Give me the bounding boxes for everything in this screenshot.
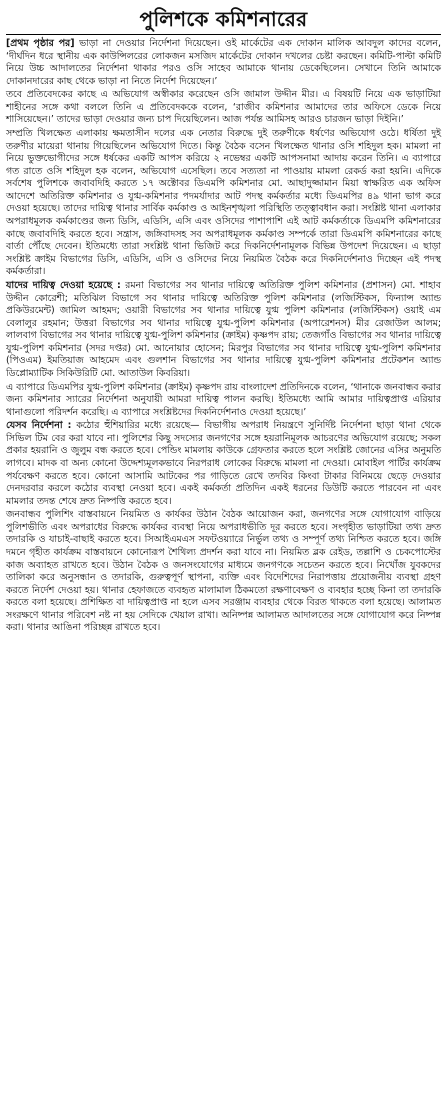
subheading-assigned: যাদের দায়িত্ব দেওয়া হয়েছে : xyxy=(6,279,121,291)
paragraph-6 xyxy=(6,420,441,508)
article-headline: পুলিশকে কমিশনারের xyxy=(139,7,308,31)
paragraph-5: এ ব্যাপারে ডিএমপির যুগ্ম-পুলিশ কমিশনার (ক্রাইম) কৃষ্ণপদ রায় বাংলাদেশ প্রতিদিনকে বলেন, ‘থানাকে জনবান্ধব করার জন্য কমিশনার স্যারের নির্দেশনা অনুযায়ী আমরা দায়িত্ব পালন করছি। ইতিমধ্যে আমি আমার দায়িত্বপ্রাপ্ত এরিয়ার থানাগুলো পরিদর্শন করেছি। এ ব্যাপারে সংশ্লিষ্টদের দিকনির্দেশনাও দেওয়া হয়েছে।’ xyxy=(6,381,441,418)
paragraph-1 xyxy=(6,38,441,88)
paragraph-4 xyxy=(6,280,441,380)
headline-divider xyxy=(6,34,441,35)
paragraph-2: তবে প্রতিবেদকের কাছে এ অভিযোগ অস্বীকার করেছেন ওসি জামাল উদ্দীন মীর। এ বিষয়টি নিয়ে এক ভাড়াটিয়া শাহীনের সঙ্গে কথা বললে তিনি এ প্রতিবেদককে বলেন, ‘রাজীব কমিশনার আমাদের তার অফিসে ডেকে নিয়ে শাসিয়েছেন।’ তাদের ভাড়া দেওয়ার জন্য চাপ দিয়েছিলেন। আজ পর্যন্ত আমিসহ আরও চারজন ভাড়া দিইনি।’ xyxy=(6,89,441,126)
paragraph-6-text: কঠোর হুঁশিয়ারির মধ্যে রয়েছে— বিভাগীয় অপরাধ নিয়ন্ত্রণে সুনির্দিষ্ট নির্দেশনা ছাড়া থানা থেকে সিভিল টিম বের করা যাবে না। পুলিশের কিছু সদস্যের জনগণের সঙ্গে হয়রানিমূলক আচরণের অভিযোগ রয়েছে; সকল প্রকার হয়রানি ও জুলুম বন্ধ করতে হবে। পেন্ডিং মামলায় কাউকে গ্রেফতার করতে হলে সংশ্লিষ্ট জোনের এসির অনুমতি লাগবে। মাদক বা অন্য কোনো উদ্দেশ্যমূলকভাবে নিরপরাধ লোকের বিরুদ্ধে মামলা না দেওয়া। মোবাইল পার্টির কার্যক্রম পর্যবেক্ষণ করতে হবে। কোনো আসামি আটকের পর গাড়িতে রেখে তদবির কিংবা টাকার বিনিময়ে ছেড়ে দেওয়ার দেনদরবার করলে কঠোর ব্যবস্থা নেওয়া হবে। একই কর্মকর্তা প্রতিদিন একই ধরনের ডিউটি করতে পারবেন না এবং মামলার তদন্ত শেষে দ্রুত নিষ্পত্তি করতে হবে। xyxy=(6,420,441,507)
continued-label: [প্রথম পৃষ্ঠার পর] xyxy=(6,38,75,49)
paragraph-1-text: ভাড়া না দেওয়ার নির্দেশনা দিয়েছেন। ওই মার্কেটের এক দোকান মালিক আবদুল কাদের বলেন, ‘দীর্ঘদিন ধরে স্থানীয় এক কাউন্সিলরের লোকজন মসজিদ মার্কেটের দোকান দখলের চেষ্টা করছেন। কমিটি-পাল্টা কমিটি নিয়ে উচ্চ আদালতের নির্দেশনা থাকার পরও ওসি সাহেব আমাকে থানায় ডেকেছিলেন। সেখানে তিনি আমাকে দোকানদারের কাছ থেকে ভাড়া না নিতে নির্দেশ দিয়েছেন।’ xyxy=(6,38,441,87)
paragraph-4-text: রমনা বিভাগের সব থানার দায়িত্বে অতিরিক্ত পুলিশ কমিশনার (প্রশাসন) মো. শাহাব উদ্দীন কোরেশী; মতিঝিল বিভাগে সব থানার দায়িত্বে অতিরিক্ত পুলিশ কমিশনার (লজিস্টিকস, ফিন্যান্স অ্যান্ড প্রকিউরমেন্ট) জামিল আহমদ; ওয়ারী বিভাগের সব থানার দায়িত্বে যুগ্ম পুলিশ কমিশনার (লজিস্টিকস) ওয়াই এম বেলালুর রহমান; উত্তরা বিভাগের সব থানার দায়িত্বে যুগ্ম-পুলিশ কমিশনার (অপারেশনস) মীর রেজাউল আলম; লালবাগ বিভাগের সব থানার দায়িত্বে যুগ্ম-পুলিশ কমিশনার (ক্রাইম) কৃষ্ণপদ রায়; তেজগাঁও বিভাগের সব থানার দায়িত্বে যুগ্ম-পুলিশ কমিশনার (সদর দপ্তর) মো. আনোয়ার হোসেন; মিরপুর বিভাগের সব থানার দায়িত্বে যুগ্ম-পুলিশ কমিশনার (পিওএম) ইমতিয়াজ আহমেদ এবং গুলশান বিভাগের সব থানার দায়িত্বে যুগ্ম-পুলিশ কমিশনার প্রটেকশন অ্যান্ড ডিপ্লোম্যাটিক সিকিউরিটি মো. আতাউল কিবরিয়া। xyxy=(6,279,441,379)
paragraph-3: সম্প্রতি খিলক্ষেত এলাকায় ক্ষমতাসীন দলের এক নেতার বিরুদ্ধে দুই তরুণীকে ধর্ষণের অভিযোগ ওঠে। ধর্ষিতা দুই তরুণীর মায়েরা থানায় গিয়েছিলেন অভিযোগ দিতে। কিন্তু বৈঠক বসেন খিলক্ষেত থানার ওসি শহিদুল হক। মামলা না নিয়ে ভুক্তভোগীদের সঙ্গে ধর্ষকের একটি আপস করিয়ে ২ নভেম্বর একটি আপসনামা আদায় করেন তিনি। এ ব্যাপারে গত রাতে ওসি শহিদুল হক বলেন, অভিযোগ এসেছিল। তবে সত্যতা না পাওয়ায় মামলা রেকর্ড করা হয়নি। এদিকে সর্বশেষ পুলিশকে জবাবদিহি করতে ১৭ অক্টোবর ডিএমপি কমিশনার মো. আছাদুজ্জামান মিয়া স্বাক্ষরিত এক অফিস আদেশে অতিরিক্ত কমিশনার ও যুগ্ম-কমিশনার পদমর্যাদার আট পদস্থ কর্মকর্তার মধ্যে ডিএমপির ৪৯ থানা ভাগ করে দেওয়া হয়েছে। তাদের দায়িত্ব থানার সার্বিক কর্মকাণ্ড ও আইনশৃঙ্খলা পরিস্থিতি তত্ত্বাবধান করা। সংশ্লিষ্ট থানা এলাকার অপরাধমূলক কর্মকাণ্ডের জন্য ডিসি, এডিসি, এসি এবং ওসিদের পাশাপাশি এই আট কর্মকর্তাকে ডিএমপি কমিশনারের কাছে জবাবদিহি করতে হবে। সন্ত্রাস, জঙ্গিবাদসহ সব অপরাধমূলক কর্মকাণ্ড সম্পর্কে তারা ডিএমপি কমিশনারের কাছে বার্তা পৌঁছে দেবেন। ইতিমধ্যে তারা সংশ্লিষ্ট থানা ভিজিট করে দিকনির্দেশনামূলক বিভিন্ন উপদেশ দিয়েছেন। এ ছাড়া সংশ্লিষ্ট ক্রাইম বিভাগের ডিসি, এডিসি, এসি ও ওসিদের নিয়ে নিয়মিত বৈঠক করে দিকনির্দেশনাও দিচ্ছেন এই পদস্থ কর্মকর্তারা। xyxy=(6,128,441,278)
paragraph-7: জনবান্ধব পুলিশিং বাস্তবায়নে নিয়মিত ও কার্যকর উঠান বৈঠক আয়োজন করা, জনগণের সঙ্গে যোগাযোগ বাড়িয়ে পুলিশভীতি এবং অপরাধের বিরুদ্ধে কার্যকর ব্যবস্থা নিয়ে অপরাধভীতি দূর করতে হবে। সংগৃহীত ভাড়াটিয়া তথ্য দ্রুত তদারকি ও যাচাই-বাছাই করতে হবে। সিআইএমএস সফটওয়্যারে নির্ভুল তথ্য ও সম্পূর্ণ তথ্য নিশ্চিত করতে হবে। জঙ্গি দমনে গৃহীত কার্যক্রম বাস্তবায়নে কোনোরূপ শৈথিল্য প্রদর্শন করা যাবে না। নিয়মিত ব্লক রেইড, তল্লাশি ও চেকপোস্টের কাজ অব্যাহত রাখতে হবে। উঠান বৈঠক ও জনসংযোগের মাধ্যমে জনগণকে সচেতন করতে হবে। নিখোঁজ যুবকদের তালিকা করে অনুসন্ধান ও তদারকি, গুরুত্বপূর্ণ স্থাপনা, ব্যক্তি এবং বিদেশিদের নিরাপত্তায় প্রয়োজনীয় ব্যবস্থা গ্রহণ করতে নির্দেশ দেওয়া হয়। থানার হেফাজতে ব্যবহৃত মালামাল ঠিকমতো রক্ষণাবেক্ষণ ও ব্যবহার হচ্ছে কিনা তা তদারকি করতে বলা হয়েছে। প্রশিক্ষিত বা দায়িত্বপ্রাপ্ত না হলে এসব সরঞ্জাম ব্যবহার থেকে বিরত থাকতে বলা হয়েছে। আলামত সংরক্ষণে থানার পরিবেশ নষ্ট না হয় সেদিকে খেয়াল রাখা। অনিষ্পন্ন আলামত আদালতের সঙ্গে যোগাযোগ করে নিষ্পন্ন করা। থানার আঙিনা পরিচ্ছন্ন রাখতে হবে। xyxy=(6,509,441,634)
article-body xyxy=(6,38,441,635)
subheading-directives: যেসব নির্দেশনা : xyxy=(6,420,72,432)
